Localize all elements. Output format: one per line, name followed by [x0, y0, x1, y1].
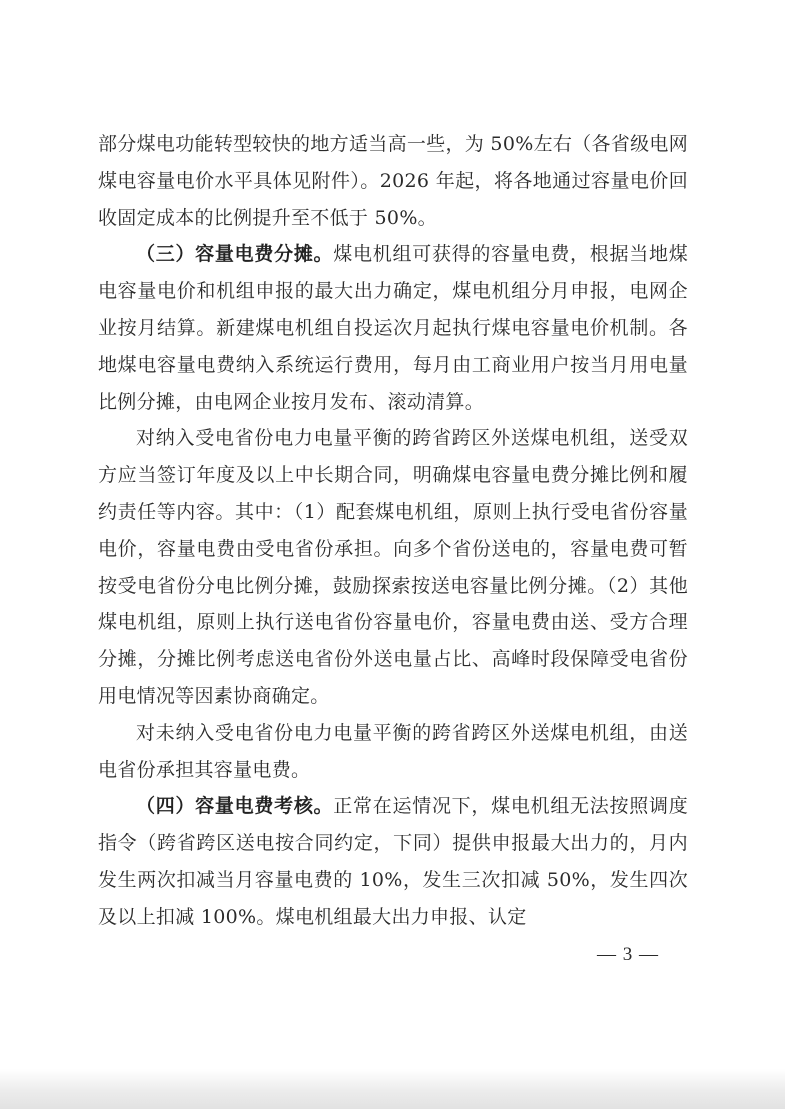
paragraph-text: 煤电机组可获得的容量电费，根据当地煤电容量电价和机组申报的最大出力确定，煤电机组分月申报，电网企业按月结算。新建煤电机组自投运次月起执行煤电容量电价机制。各地煤电容量电费纳入系统运行费用，每月由工商业用户按当月用电量比例分摊，由电网企业按月发布、滚动清算。	[98, 243, 688, 413]
paragraph-text: 对未纳入受电省份电力电量平衡的跨省跨区外送煤电机组，由送电省份承担其容量电费。	[98, 721, 688, 781]
paragraph-cross-province-units	[98, 420, 688, 714]
paragraph-text: 部分煤电功能转型较快的地方适当高一些，为 50%左右（各省级电网煤电容量电价水平具体见附件）。2026 年起，将各地通过容量电价回收固定成本的比例提升至不低于 50%。	[98, 133, 688, 229]
paragraph-non-balanced-units	[98, 715, 688, 789]
paragraph-text: 正常在运情况下，煤电机组无法按照调度指令（跨省跨区送电按合同约定，下同）提供申报最大出力的，月内发生两次扣减当月容量电费的 10%，发生三次扣减 50%，发生四次及以上扣减 100%。煤电机组最大出力申报、认定	[98, 795, 688, 928]
paragraph-text: 对纳入受电省份电力电量平衡的跨省跨区外送煤电机组，送受双方应当签订年度及以上中长期合同，明确煤电容量电费分摊比例和履约责任等内容。其中：（1）配套煤电机组，原则上执行受电省份容量电价，容量电费由受电省份承担。向多个省份送电的，容量电费可暂按受电省份分电比例分摊，鼓励探索按送电容量比例分摊。（2）其他煤电机组，原则上执行送电省份容量电价，容量电费由送、受方合理分摊，分摊比例考虑送电省份外送电量占比、高峰时段保障受电省份用电情况等因素协商确定。	[98, 427, 688, 707]
page-number: — 3 —	[597, 944, 659, 965]
paragraph-capacity-fee-allocation	[98, 236, 688, 420]
document-body	[98, 126, 688, 936]
section-heading-3: （三）容量电费分摊。	[136, 243, 334, 266]
paragraph-continuation	[98, 126, 688, 236]
scan-bottom-edge	[0, 1069, 785, 1109]
section-heading-4: （四）容量电费考核。	[136, 795, 334, 818]
paragraph-capacity-fee-assessment	[98, 788, 688, 935]
